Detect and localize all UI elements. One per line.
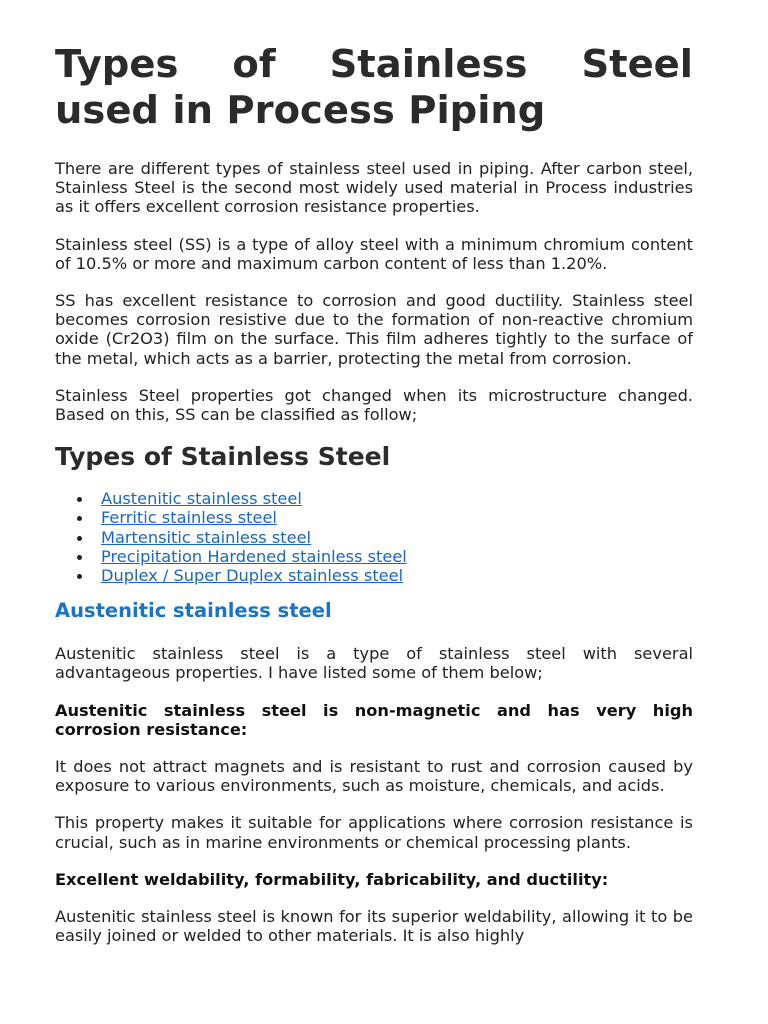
page-title bbox=[55, 42, 693, 134]
link-austenitic[interactable]: Austenitic stainless steel bbox=[101, 489, 302, 509]
austenitic-point2-paragraph-1: Austenitic stainless steel is known for its superior weldability, allowing it to be easily joined or welded to other materials. It is also highly bbox=[55, 907, 693, 946]
intro-paragraph-3: SS has excellent resistance to corrosion and good ductility. Stainless steel becomes corrosion resistive due to the formation of non-reactive chromium oxide (Cr2O3) film on the surface. This film adheres tightly to the surface of the metal, which acts as a barrier, protecting the metal from corrosion. bbox=[55, 291, 693, 368]
austenitic-point1-heading: Austenitic stainless steel is non-magnetic and has very high corrosion resistance: bbox=[55, 700, 693, 739]
list-item bbox=[101, 528, 693, 547]
link-martensitic[interactable]: Martensitic stainless steel bbox=[101, 527, 312, 547]
types-link-list bbox=[55, 489, 693, 585]
austenitic-point1-paragraph-1: It does not attract magnets and is resistant to rust and corrosion caused by exposure to various environments, such as moisture, chemicals, and acids. bbox=[55, 757, 693, 796]
austenitic-point2-heading: Excellent weldability, formability, fabricability, and ductility: bbox=[55, 869, 609, 889]
link-duplex[interactable]: Duplex / Super Duplex stainless steel bbox=[101, 566, 404, 586]
austenitic-point1-paragraph-2: This property makes it suitable for applications where corrosion resistance is crucial, such as in marine environments or chemical processing plants. bbox=[55, 813, 693, 852]
austenitic-intro: Austenitic stainless steel is a type of stainless steel with several advantageous properties. I have listed some of them below; bbox=[55, 644, 693, 683]
list-item bbox=[101, 547, 693, 566]
list-item bbox=[101, 566, 693, 585]
list-item bbox=[101, 489, 693, 508]
austenitic-heading: Austenitic stainless steel bbox=[55, 599, 332, 623]
list-item bbox=[101, 508, 693, 527]
intro-paragraph-1: There are different types of stainless steel used in piping. After carbon steel, Stainless Steel is the second most widely used material in Process industries as it offers excellent corrosion resistance properties. bbox=[55, 159, 693, 217]
link-ferritic[interactable]: Ferritic stainless steel bbox=[101, 508, 277, 528]
link-precipitation-hardened[interactable]: Precipitation Hardened stainless steel bbox=[101, 546, 407, 566]
page-title-line-1: Types of Stainless Steel bbox=[55, 42, 693, 87]
intro-paragraph-2: Stainless steel (SS) is a type of alloy steel with a minimum chromium content of 10.5% or more and maximum carbon content of less than 1.20%. bbox=[55, 234, 693, 273]
intro-paragraph-4: Stainless Steel properties got changed when its microstructure changed. Based on this, SS can be classified as follow; bbox=[55, 385, 693, 425]
types-heading: Types of Stainless Steel bbox=[55, 442, 391, 472]
page-title-line-2: used in Process Piping bbox=[55, 88, 546, 133]
